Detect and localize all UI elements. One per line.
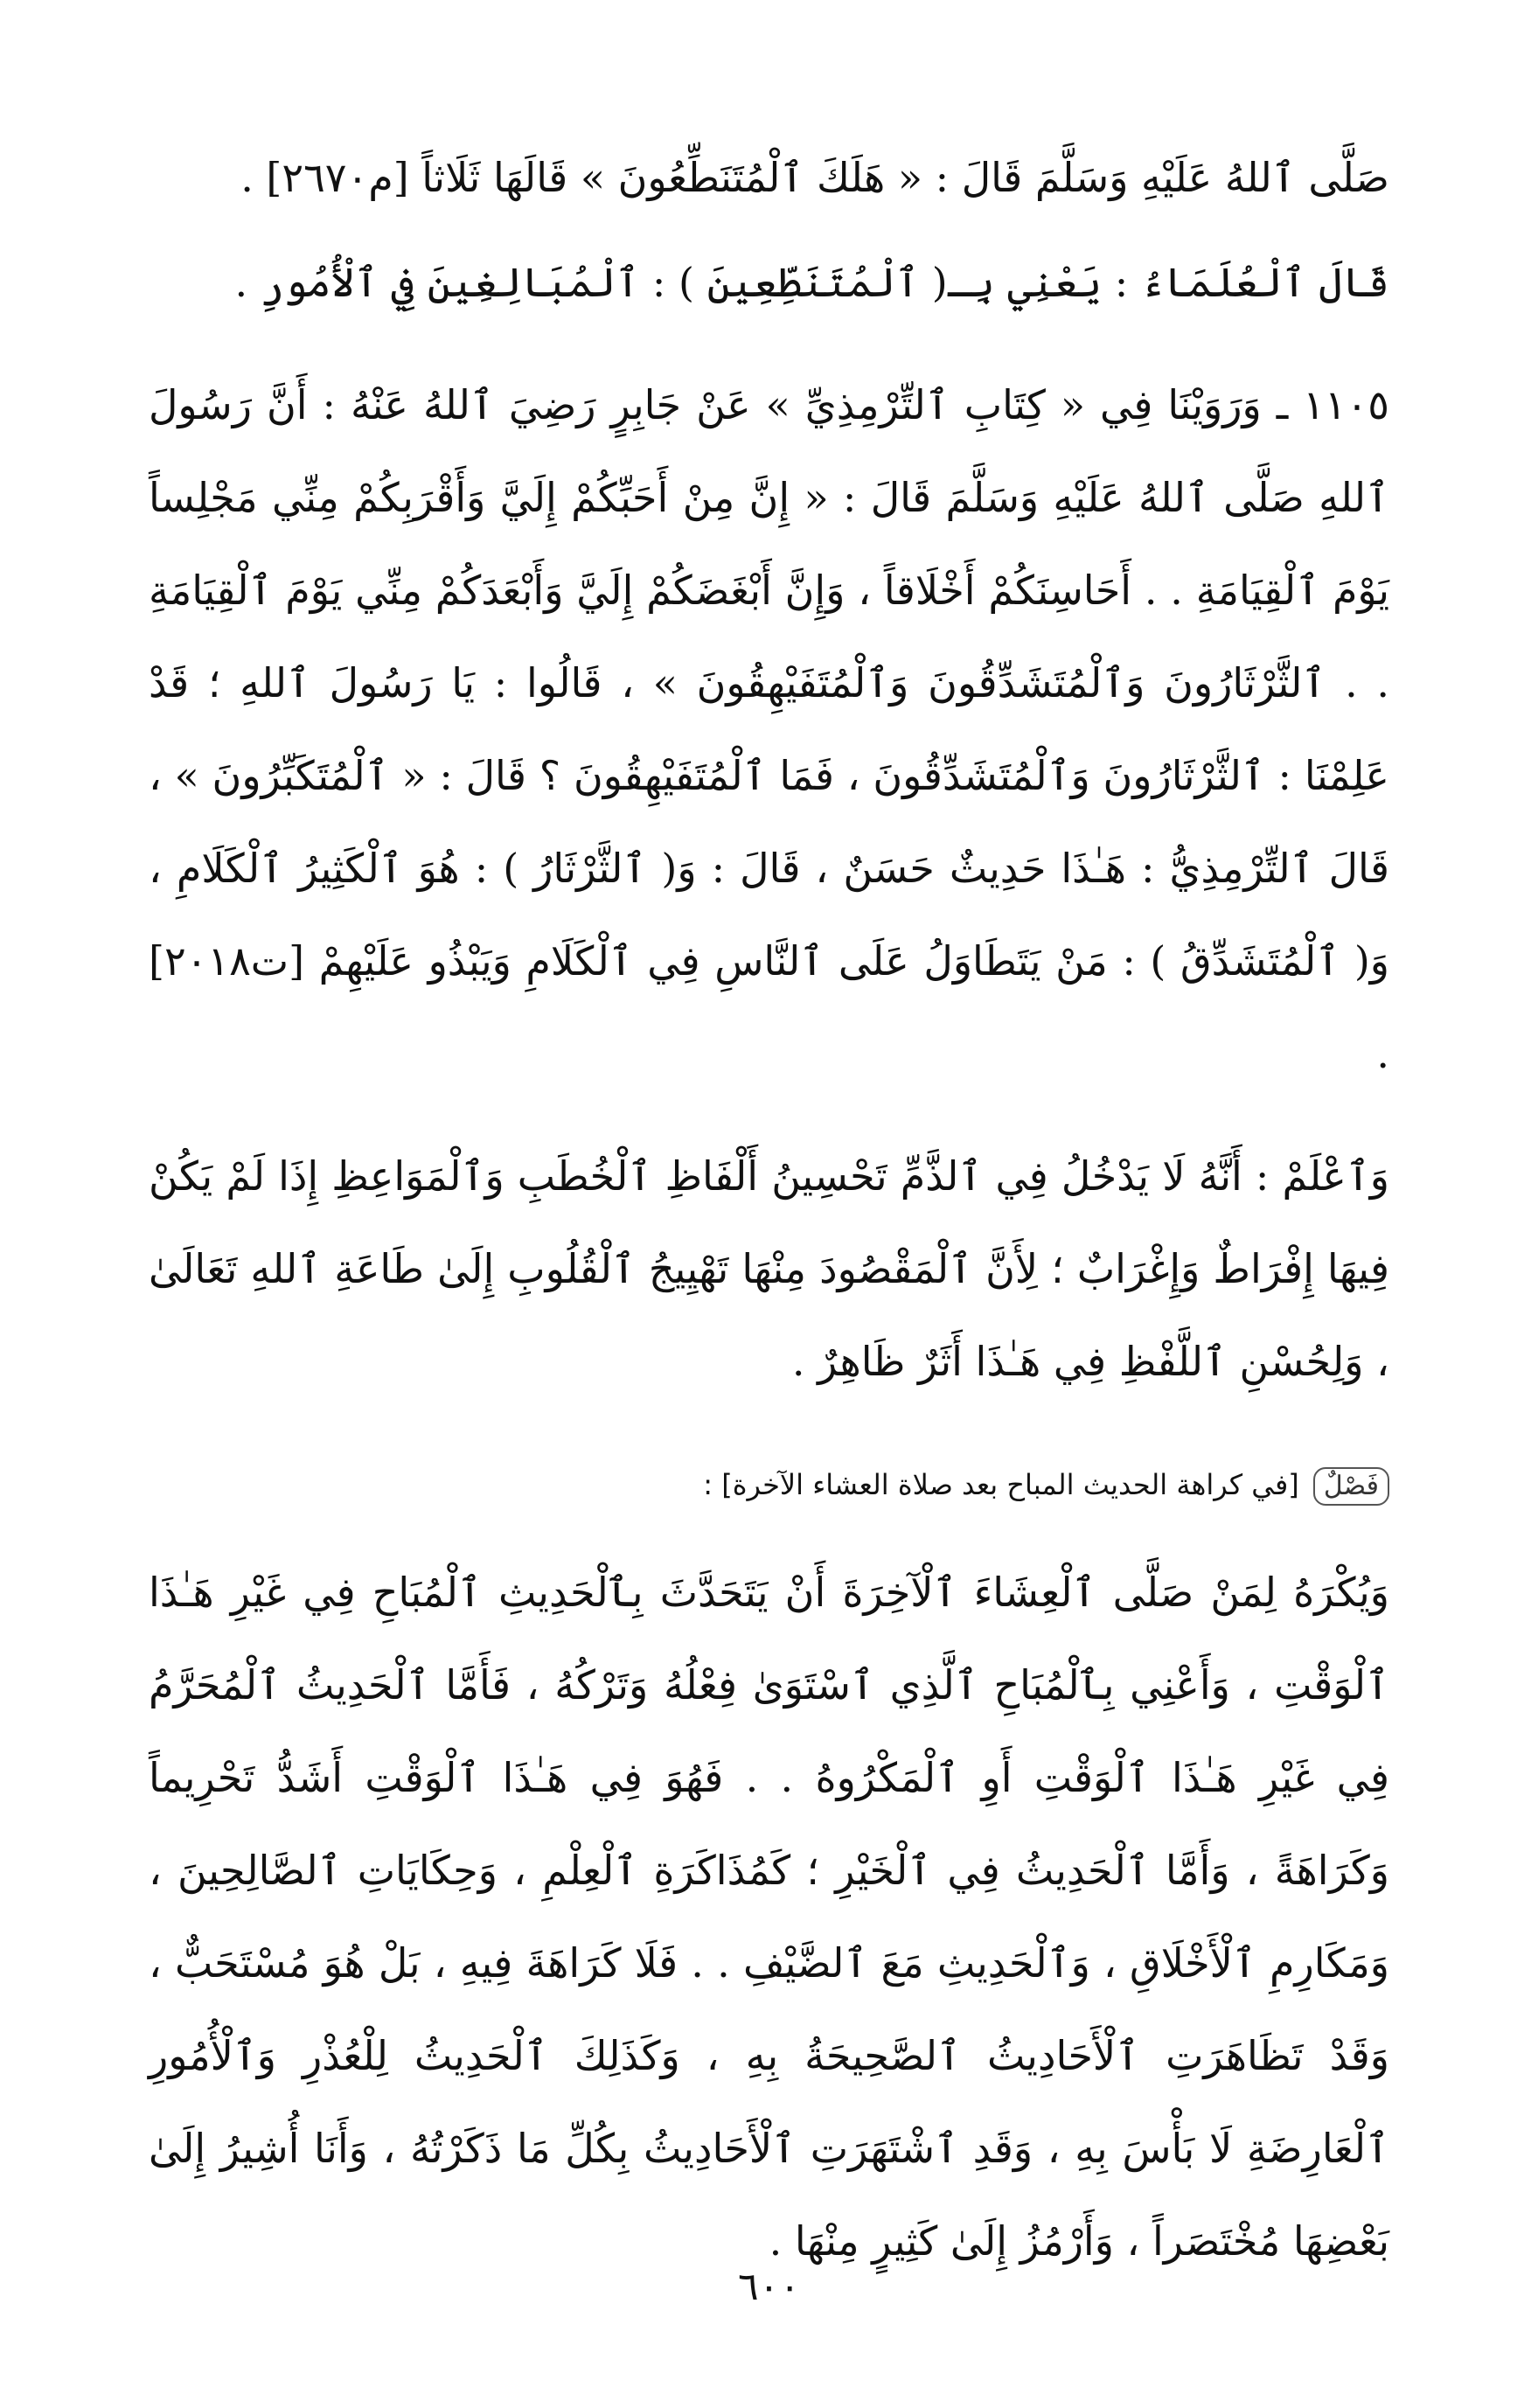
fasl-ornament-label: فَصْلٌ <box>1313 1467 1389 1506</box>
page-number: ٦٠٠ <box>738 2265 800 2309</box>
paragraph-section-body: وَيُكْرَهُ لِمَنْ صَلَّى ٱلْعِشَاءَ ٱلْآخِرَةَ أَنْ يَتَحَدَّثَ بِٱلْحَدِيثِ ٱلْمُبَاحِ فِي غَيْرِ هَـٰذَا ٱلْوَقْتِ ، وَأَعْنِي بِٱلْمُبَاحِ ٱلَّذِي ٱسْتَوَىٰ فِعْلُهُ وَتَرْكُهُ ، فَأَمَّا ٱلْحَدِيثُ ٱلْمُحَرَّمُ فِي غَيْرِ هَـٰذَا ٱلْوَقْتِ أَوِ ٱلْمَكْرُوهُ . . فَهُوَ فِي هَـٰذَا ٱلْوَقْتِ أَشَدُّ تَحْرِيماً وَكَرَاهَةً ، وَأَمَّا ٱلْحَدِيثُ فِي ٱلْخَيْرِ ؛ كَمُذَاكَرَةِ ٱلْعِلْمِ ، وَحِكَايَاتِ ٱلصَّالِحِينَ ، وَمَكَارِمِ ٱلْأَخْلَاقِ ، وَٱلْحَدِيثِ مَعَ ٱلضَّيْفِ . . فَلَا كَرَاهَةَ فِيهِ ، بَلْ هُوَ مُسْتَحَبٌّ ، وَقَدْ تَظَاهَرَتِ ٱلْأَحَادِيثُ ٱلصَّحِيحَةُ بِهِ ، وَكَذَلِكَ ٱلْحَدِيثُ لِلْعُذْرِ وَٱلْأُمُورِ ٱلْعَارِضَةِ لَا بَأْسَ بِهِ ، وَقَدِ ٱشْتَهَرَتِ ٱلْأَحَادِيثُ بِكُلِّ مَا ذَكَرْتُهُ ، وَأَنَا أُشِيرُ إِلَىٰ بَعْضِهَا مُخْتَصَراً ، وَأَرْمُزُ إِلَىٰ كَثِيرٍ مِنْهَا . <box>149 1569 1389 2265</box>
paragraph-scholars-note: قَالَ ٱلْعُلَمَاءُ : يَعْنِي بِـ( ٱلْمُتَنَطِّعِينَ ) : ٱلْمُبَالِغِينَ فِي ٱلْأُمُورِ . <box>234 259 1389 306</box>
paragraph-hadith-1105: ١١٠٥ ـ وَرَوَيْنَا فِي « كِتَابِ ٱلتِّرْمِذِيِّ » عَنْ جَابِرٍ رَضِيَ ٱللهُ عَنْهُ : أَنَّ رَسُولَ ٱللهِ صَلَّى ٱللهُ عَلَيْهِ وَسَلَّمَ قَالَ : « إِنَّ مِنْ أَحَبِّكُمْ إِلَيَّ وَأَقْرَبِكُمْ مِنِّي مَجْلِساً يَوْمَ ٱلْقِيَامَةِ . . أَحَاسِنَكُمْ أَخْلَاقاً ، وَإِنَّ أَبْغَضَكُمْ إِلَيَّ وَأَبْعَدَكُمْ مِنِّي يَوْمَ ٱلْقِيَامَةِ . . ٱلثَّرْثَارُونَ وَٱلْمُتَشَدِّقُونَ وَٱلْمُتَفَيْهِقُونَ » ، قَالُوا : يَا رَسُولَ ٱللهِ ؛ قَدْ عَلِمْنَا : ٱلثَّرْثَارُونَ وَٱلْمُتَشَدِّقُونَ ، فَمَا ٱلْمُتَفَيْهِقُونَ ؟ قَالَ : « ٱلْمُتَكَبِّرُونَ » ، قَالَ ٱلتِّرْمِذِيُّ : هَـٰذَا حَدِيثٌ حَسَنٌ ، قَالَ : وَ( ٱلثَّرْثَارُ ) : هُوَ ٱلْكَثِيرُ ٱلْكَلَامِ ، وَ( ٱلْمُتَشَدِّقُ ) : مَنْ يَتَطَاوَلُ عَلَى ٱلنَّاسِ فِي ٱلْكَلَامِ وَيَبْذُو عَلَيْهِمْ [ت٢٠١٨] . <box>149 381 1389 1077</box>
section-heading <box>149 1458 1389 1511</box>
paragraph-know-note: وَٱعْلَمْ : أَنَّهُ لَا يَدْخُلُ فِي ٱلذَّمِّ تَحْسِينُ أَلْفَاظِ ٱلْخُطَبِ وَٱلْمَوَاعِظِ إِذَا لَمْ يَكُنْ فِيهَا إِفْرَاطٌ وَإِغْرَابٌ ؛ لِأَنَّ ٱلْمَقْصُودَ مِنْهَا تَهْيِيجُ ٱلْقُلُوبِ إِلَىٰ طَاعَةِ ٱللهِ تَعَالَىٰ ، وَلِحُسْنِ ٱللَّفْظِ فِي هَـٰذَا أَثَرٌ ظَاهِرٌ . <box>149 1152 1389 1385</box>
paragraph-hadith-1104-end: صَلَّى ٱللهُ عَلَيْهِ وَسَلَّمَ قَالَ : « هَلَكَ ٱلْمُتَنَطِّعُونَ » قَالَهَا ثَلَاثاً [م٢٦٧٠] . <box>240 154 1389 201</box>
section-title: [في كراهة الحديث المباح بعد صلاة العشاء الآخرة] : <box>703 1468 1299 1501</box>
